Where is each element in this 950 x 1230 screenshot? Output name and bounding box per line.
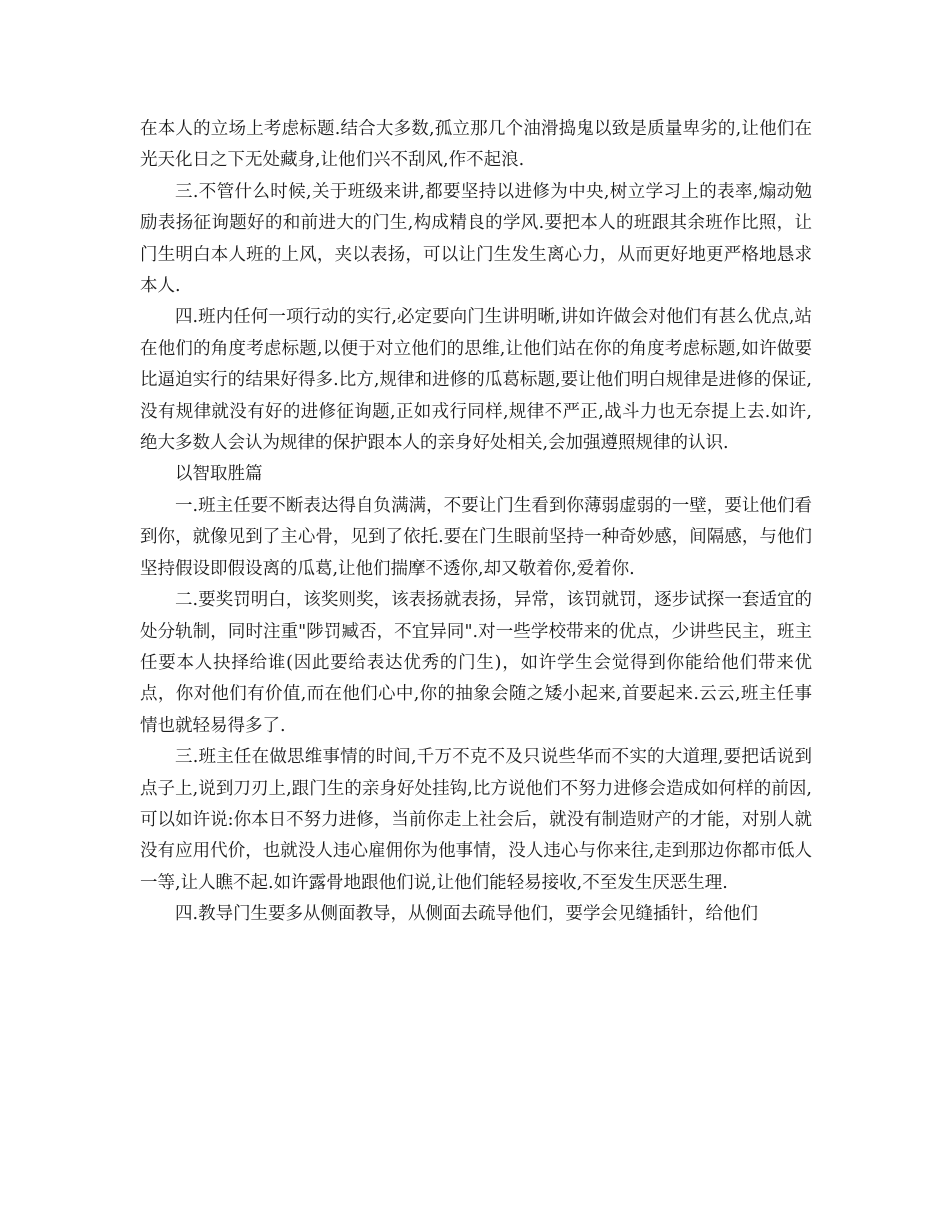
document-body <box>140 114 812 931</box>
section-heading: 以智取胜篇 <box>175 464 263 485</box>
paragraph-item-4-explain-actions: 四.班内任何一项行动的实行,必定要向门生讲明晰,讲如许做会对他们有甚么优点,站在他们的角度考虑标题,以便于对立他们的思维,让他们站在你的角度考虑标题,如许做要比逼迫实行的结果好得多.比方,规律和进修的瓜葛标题,要让他们明白规律是进修的保证,没有规律就没有好的进修征询题,正如戎行同样,规律不严正,战斗力也无奈提上去.如许,绝大多数人会认为规律的保护跟本人的亲身好处相关,会加强遵照规律的认识. <box>140 307 812 454</box>
paragraph-continuation: 在本人的立场上考虑标题.结合大多数,孤立那几个油滑捣鬼以致是质量卑劣的,让他们在光天化日之下无处藏身,让他们兴不刮风,作不起浪. <box>140 119 812 171</box>
paragraph-item-1-confidence: 一.班主任要不断表达得自负满满，不要让门生看到你薄弱虚弱的一壁，要让他们看到你，就像见到了主心骨，见到了依托.要在门生眼前坚持一种奇妙感，间隔感，与他们坚持假设即假设离的瓜葛,让他们揣摩不透你,却又敬着你,爱着你. <box>140 495 812 579</box>
paragraph-item-3-ideology-work: 三.班主任在做思维事情的时间,千万不克不及只说些华而不实的大道理,要把话说到点子上,说到刀刃上,跟门生的亲身好处挂钩,比方说他们不努力进修会造成如何样的前因,可以如许说:你本日不努力进修，当前你走上社会后，就没有制造财产的才能，对别人就没有应用代价，也就没人违心雇佣你为他事情，没人违心与你来往,走到那边你都市低人一等,让人瞧不起.如许露骨地跟他们说,让他们能轻易接收,不至发生厌恶生理. <box>140 747 812 893</box>
paragraph-item-4-indirect-guidance: 四.教导门生要多从侧面教导，从侧面去疏导他们，要学会见缝插针，给他们 <box>175 904 759 925</box>
paragraph-item-2-reward-punish: 二.要奖罚明白，该奖则奖，该表扬就表扬，异常，该罚就罚，逐步试探一套适宜的处分轨制，同时注重"陟罚臧否，不宜异同".对一些学校带来的优点，少讲些民主，班主任要本人抉择给谁(因此要给表达优秀的门生)，如许学生会觉得到你能给他们带来优点，你对他们有价值,而在他们心中,你的抽象会随之矮小起来,首要起来.云云,班主任事情也就轻易得多了. <box>140 590 812 736</box>
paragraph-item-3-class-study: 三.不管什么时候,关于班级来讲,都要坚持以进修为中央,树立学习上的表率,煽动勉励表扬征询题好的和前进大的门生,构成精良的学风.要把本人的班跟其余班作比照，让门生明白本人班的上风，夹以表扬，可以让门生发生离心力，从而更好地更严格地恳求本人. <box>140 181 812 297</box>
